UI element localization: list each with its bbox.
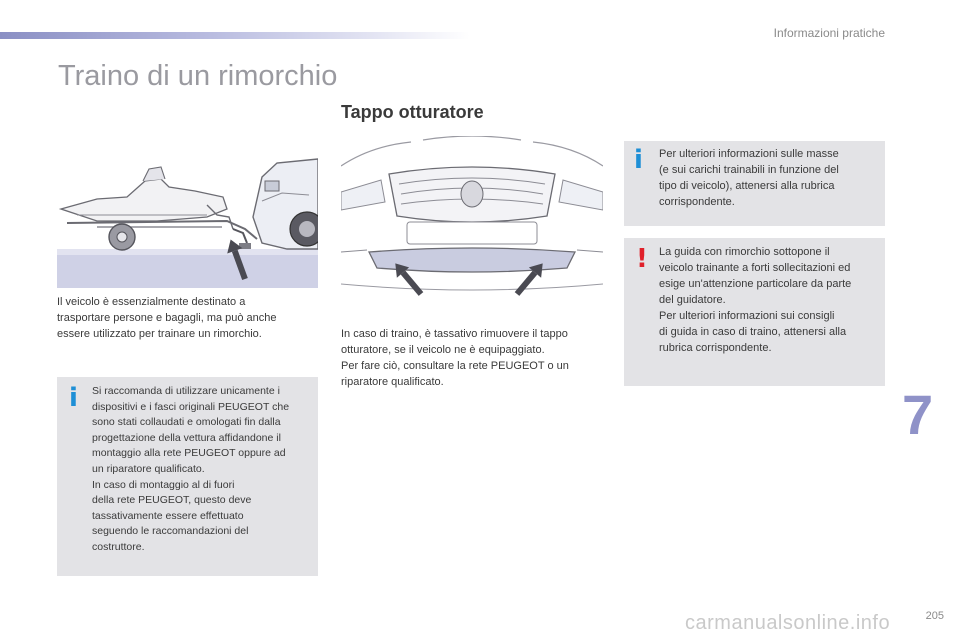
intro-line: Il veicolo è essenzialmente destinato a bbox=[57, 296, 246, 308]
body-line: Per fare ciò, consultare la rete PEUGEOT o un bbox=[341, 360, 569, 372]
info-box-text bbox=[92, 384, 314, 556]
info-line: Si raccomanda di utilizzare unicamente i bbox=[92, 385, 280, 397]
trailer-jetski-drawing bbox=[57, 157, 318, 288]
info-line: tassativamente essere effettuato bbox=[92, 509, 244, 522]
info-line: seguendo le raccomandazioni del bbox=[92, 525, 249, 538]
chapter-number: 7 bbox=[902, 383, 934, 446]
info-line: montaggio alla rete PEUGEOT oppure ad bbox=[92, 447, 286, 460]
warning-line: di guida in caso di traino, attenersi alla bbox=[659, 326, 847, 338]
warning-line: rubrica corrispondente. bbox=[659, 342, 772, 354]
intro-paragraph bbox=[57, 294, 319, 342]
page-number: 205 bbox=[925, 610, 944, 622]
info-line: (e sui carichi trainabili in funzione del bbox=[659, 164, 839, 176]
towing-illustration bbox=[57, 157, 318, 288]
warning-line: Per ulteriori informazioni sui consigli bbox=[659, 310, 835, 322]
body-line: riparatore qualificato. bbox=[341, 376, 444, 388]
warning-line: esige un'attenzione particolare da parte bbox=[659, 278, 852, 290]
body-line: otturatore, se il veicolo ne è equipaggiato. bbox=[341, 344, 545, 356]
body-line: In caso di traino, è tassativo rimuovere il tappo bbox=[341, 328, 568, 340]
warning-line: del guidatore. bbox=[659, 294, 726, 306]
header-accent-bar bbox=[0, 32, 470, 39]
warning-line: veicolo trainante a forti sollecitazioni ed bbox=[659, 262, 851, 274]
info-line: un riparatore qualificato. bbox=[92, 462, 205, 475]
info-line: costruttore. bbox=[92, 540, 145, 553]
info-line: dispositivi e i fasci originali PEUGEOT che bbox=[92, 400, 290, 413]
info-icon: i bbox=[69, 383, 78, 413]
cover-paragraph bbox=[341, 326, 603, 390]
info-line: progettazione della vettura affidandone il bbox=[92, 431, 281, 444]
warning-box-text bbox=[659, 244, 883, 356]
info-line: sono stati collaudati e omologati fin dalla bbox=[92, 416, 281, 429]
page-title: Traino di un rimorchio bbox=[58, 60, 338, 92]
warning-icon: ! bbox=[636, 244, 648, 274]
info-box-text bbox=[659, 146, 881, 210]
warning-box-driving bbox=[624, 238, 885, 386]
info-line: In caso di montaggio al di fuori bbox=[92, 478, 235, 491]
info-line: della rete PEUGEOT, questo deve bbox=[92, 494, 252, 507]
section-subtitle: Tappo otturatore bbox=[341, 102, 484, 122]
info-box-accessories bbox=[57, 377, 318, 576]
front-bumper-drawing bbox=[341, 136, 603, 298]
watermark: carmanualsonline.info bbox=[685, 612, 891, 634]
info-line: Per ulteriori informazioni sulle masse bbox=[659, 148, 839, 160]
info-icon: i bbox=[634, 145, 643, 175]
info-line: corrispondente. bbox=[659, 196, 735, 208]
warning-line: La guida con rimorchio sottopone il bbox=[659, 246, 830, 258]
intro-line: trasportare persone e bagagli, ma può anche bbox=[57, 312, 277, 324]
intro-line: essere utilizzato per trainare un rimorchio. bbox=[57, 328, 262, 340]
section-label: Informazioni pratiche bbox=[773, 26, 885, 40]
info-box-weights bbox=[624, 141, 885, 226]
bumper-illustration bbox=[341, 136, 603, 298]
info-line: tipo di veicolo), attenersi alla rubrica bbox=[659, 180, 835, 192]
